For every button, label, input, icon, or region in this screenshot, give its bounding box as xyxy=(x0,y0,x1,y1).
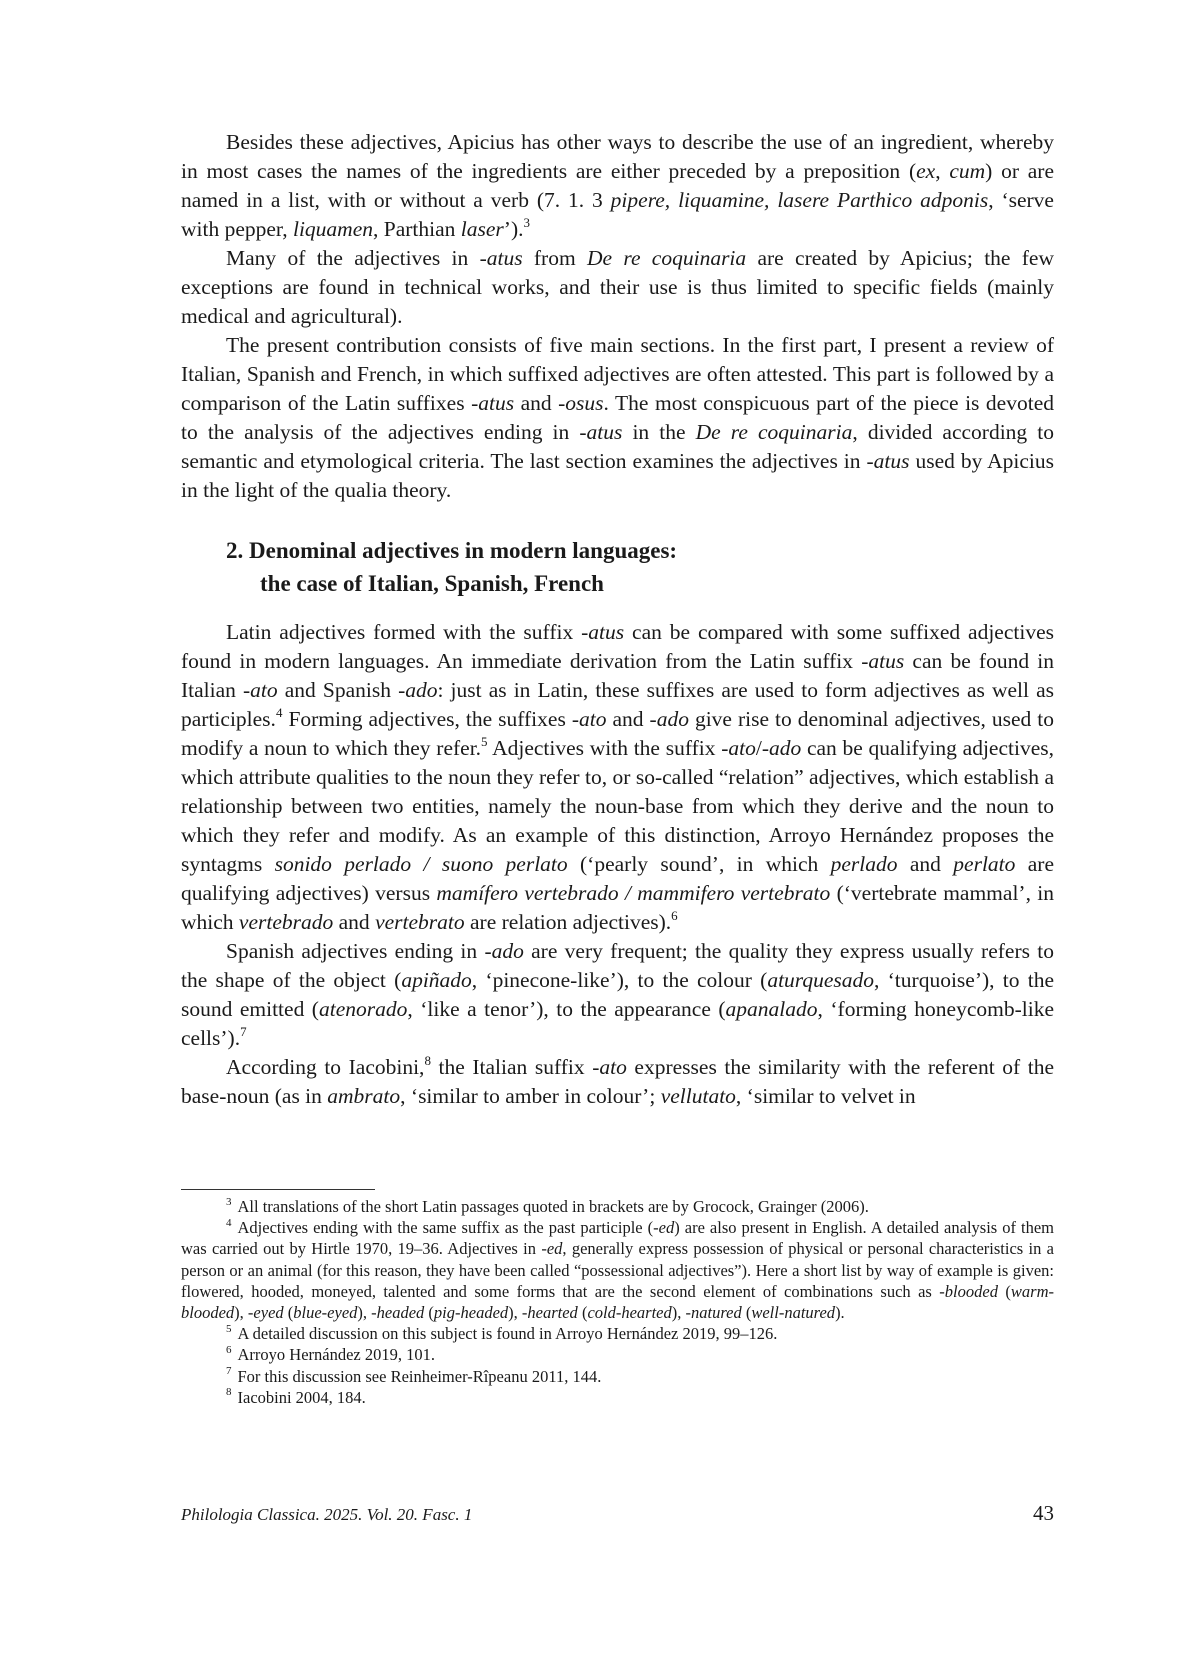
text-run: . The most conspicuous part of the piece is devoted to the analysis of the adjectives ending in xyxy=(181,391,1054,444)
italic-run: -atus xyxy=(579,420,623,444)
italic-run: -ed xyxy=(653,1218,675,1238)
italic-run: aturquesado xyxy=(767,968,875,992)
text-run: ( xyxy=(741,1303,752,1323)
paragraph-2 xyxy=(181,244,1054,331)
paragraph-4 xyxy=(181,618,1054,937)
text-run: and xyxy=(606,707,650,731)
italic-run: vertebrado xyxy=(238,910,334,934)
note-marker: 8 xyxy=(424,1052,431,1068)
footnote-rule xyxy=(181,1189,375,1190)
italic-run: -ato xyxy=(571,707,607,731)
italic-run: -ato xyxy=(243,678,278,702)
text-run: Many of the adjectives in xyxy=(226,246,480,270)
text-run: ( xyxy=(997,1281,1011,1301)
italic-run: pig-headed xyxy=(433,1303,509,1323)
note-marker: 8 xyxy=(226,1386,232,1399)
italic-run: -atus xyxy=(866,449,910,473)
italic-run: perlato xyxy=(953,852,1016,876)
text-run: , ‘similar to velvet in xyxy=(735,1084,916,1108)
text-run: in the xyxy=(622,420,696,444)
paragraph-6 xyxy=(181,1053,1054,1111)
text-run: Adjectives with the suffix xyxy=(487,736,722,760)
italic-run: -atus xyxy=(581,620,625,644)
italic-run: -headed xyxy=(371,1303,425,1323)
italic-run: -natured xyxy=(685,1303,742,1323)
text-run: are very frequent; the quality they express usually refers to the shape of the object ( xyxy=(181,939,1054,992)
text-run: : just as in Latin, these suffixes are used to form adjectives as well as participles. xyxy=(181,678,1054,731)
text-run: ), xyxy=(234,1303,248,1323)
text-run: , Parthian xyxy=(373,217,461,241)
italic-run: -ed xyxy=(541,1239,563,1259)
text-run: For this discussion see Reinheimer-Rîpeanu 2011, 144. xyxy=(237,1366,602,1386)
footnote-4 xyxy=(181,1217,1054,1323)
text-run: ), xyxy=(357,1303,372,1323)
text-run: (‘vertebrate mammal’, in which xyxy=(181,881,1054,934)
italic-run: perlado xyxy=(830,852,898,876)
text-run: A detailed discussion on this subject is found in Arroyo Hernández 2019, 99–126. xyxy=(237,1324,778,1344)
section-heading-line-2: the case of Italian, Spanish, French xyxy=(260,571,604,596)
text-run: expresses the similarity with the referent of the base-noun (as in xyxy=(181,1055,1055,1108)
italic-run: vertebrato xyxy=(375,910,465,934)
text-run: can be compared with some suffixed adjectives found in modern languages. An immediate derivation from the Latin suffix xyxy=(181,620,1054,673)
text-run: ). xyxy=(835,1303,845,1323)
italic-run: -atus xyxy=(861,649,905,673)
paragraph-1 xyxy=(181,128,1054,244)
text-run: , ‘forming honeycomb-like cells’). xyxy=(181,997,1054,1050)
italic-run: -ato xyxy=(721,736,756,760)
text-run: and Spanish xyxy=(277,678,399,702)
italic-run: -osus xyxy=(558,391,604,415)
text-run: ( xyxy=(424,1303,434,1323)
text-run: the Italian suffix xyxy=(430,1055,593,1079)
footnote-8 xyxy=(181,1387,1054,1408)
text-run: , generally express possession of physical or personal characteristics in a person or an animal (for this reason, they have been called “possessional adjectives”). Here a short list by way of example is given: flowered, hooded, moneyed, talented and some forms that are the second element of combinations such as xyxy=(181,1239,1054,1301)
note-marker: 5 xyxy=(481,733,488,749)
italic-run: atenorado xyxy=(318,997,408,1021)
italic-run: vellutato xyxy=(660,1084,736,1108)
note-marker: 6 xyxy=(226,1343,232,1356)
italic-run: ex xyxy=(916,159,936,183)
italic-run: cold-hearted xyxy=(587,1303,672,1323)
text-run: , ‘turquoise’), to the sound emitted ( xyxy=(181,968,1054,1021)
italic-run: -ado xyxy=(398,678,438,702)
text-run: Iacobini 2004, 184. xyxy=(237,1387,366,1407)
text-run: are qualifying adjectives) versus xyxy=(181,852,1054,905)
text-run: Spanish adjectives ending in xyxy=(226,939,485,963)
italic-run: -ato xyxy=(592,1055,627,1079)
italic-run: De re coquinaria xyxy=(695,420,853,444)
text-run: used by Apicius in the light of the qualia theory. xyxy=(181,449,1054,502)
text-run: and xyxy=(333,910,376,934)
note-marker: 4 xyxy=(226,1216,232,1229)
text-run: , xyxy=(935,159,950,183)
footnote-6 xyxy=(181,1344,1054,1365)
text-run: and xyxy=(897,852,954,876)
journal-citation: Philologia Classica. 2025. Vol. 20. Fasc. 1 xyxy=(181,1505,473,1524)
text-run: According to Iacobini, xyxy=(226,1055,425,1079)
text-run: Forming adjectives, the suffixes xyxy=(282,707,572,731)
italic-run: -atus xyxy=(471,391,515,415)
italic-run: De re coquinaria xyxy=(587,246,747,270)
italic-run: apiñado xyxy=(401,968,472,992)
text-run: All translations of the short Latin passages quoted in brackets are by Grocock, Grainger (2006). xyxy=(237,1197,869,1216)
paragraph-3 xyxy=(181,331,1054,505)
italic-run: laser xyxy=(460,217,504,241)
italic-run: blue-eyed xyxy=(293,1303,358,1323)
note-marker: 7 xyxy=(226,1365,232,1378)
note-marker: 5 xyxy=(226,1322,232,1335)
italic-run: well-natured xyxy=(751,1303,836,1323)
main-text xyxy=(181,128,1054,1111)
section-heading-line-1: 2. Denominal adjectives in modern languages: xyxy=(226,538,678,563)
page-footer xyxy=(181,1501,1054,1531)
text-run: , ‘serve with pepper, xyxy=(181,188,1054,241)
italic-run: apanalado xyxy=(725,997,818,1021)
text-run: Arroyo Hernández 2019, 101. xyxy=(237,1345,435,1365)
text-run: can be found in Italian xyxy=(181,649,1054,702)
text-run: Latin adjectives formed with the suffix xyxy=(226,620,582,644)
section-heading xyxy=(181,534,1054,600)
text-run: Adjectives ending with the same suffix as the past participle ( xyxy=(237,1218,654,1238)
note-marker: 3 xyxy=(523,214,530,230)
note-marker: 6 xyxy=(671,907,678,923)
italic-run: -atus xyxy=(479,246,523,270)
italic-run: ambrato xyxy=(327,1084,401,1108)
text-run: ) or are named in a list, with or without a verb (7. 1. 3 xyxy=(181,159,1054,212)
text-run: can be qualifying adjectives, which attribute qualities to the noun they refer to, or so-called “relation” adjectives, which establish a relationship between two entities, namely the noun-base from which they derive and the noun to which they refer and modify. As an example of this distinction, Arroyo Hernández proposes the syntagms xyxy=(181,736,1054,876)
italic-run: mamífero vertebrado / mammifero vertebrato xyxy=(436,881,831,905)
italic-run: cum xyxy=(949,159,986,183)
italic-run: -eyed xyxy=(247,1303,284,1323)
text-run: (‘pearly sound’, in which xyxy=(567,852,831,876)
italic-run: warm-blooded xyxy=(181,1281,1054,1323)
text-run: , divided according to semantic and etymological criteria. The last section examines the adjectives in xyxy=(181,420,1054,473)
note-marker: 3 xyxy=(226,1195,232,1208)
text-run: from xyxy=(522,246,587,270)
text-run: are created by Apicius; the few exceptions are found in technical works, and their use is thus limited to specific fields (mainly medical and agricultural). xyxy=(181,246,1054,328)
paragraph-5 xyxy=(181,937,1054,1053)
text-run: and xyxy=(514,391,559,415)
italic-run: pipere, liquamine, lasere Parthico adponis xyxy=(610,188,989,212)
footnote-5 xyxy=(181,1323,1054,1344)
text-run: ), xyxy=(671,1303,686,1323)
note-marker: 7 xyxy=(240,1023,247,1039)
page-number: 43 xyxy=(1033,1501,1054,1525)
text-run: give rise to denominal adjectives, used to modify a noun to which they refer. xyxy=(181,707,1055,760)
italic-run: sonido perlado / suono perlato xyxy=(274,852,568,876)
italic-run: -ado xyxy=(649,707,689,731)
text-run: The present contribution consists of five main sections. In the first part, I present a review of Italian, Spanish and French, in which suffixed adjectives are often attested. This part is followed by a comparison of the Latin suffixes xyxy=(181,333,1054,415)
text-run: , ‘similar to amber in colour’; xyxy=(400,1084,661,1108)
italic-run: -hearted xyxy=(521,1303,578,1323)
footnote-3 xyxy=(181,1196,1054,1217)
text-run: ), xyxy=(508,1303,522,1323)
note-marker: 4 xyxy=(275,704,283,720)
italic-run: -blooded xyxy=(939,1281,998,1301)
text-run: / xyxy=(755,736,762,760)
italic-run: -ado xyxy=(761,736,802,760)
text-run: ’). xyxy=(503,217,524,241)
footnote-7 xyxy=(181,1366,1054,1387)
footnotes xyxy=(181,1196,1054,1408)
italic-run: liquamen xyxy=(292,217,374,241)
italic-run: -ado xyxy=(484,939,524,963)
text-run: ( xyxy=(283,1303,294,1323)
text-run: Besides these adjectives, Apicius has other ways to describe the use of an ingredient, whereby in most cases the names of the ingredients are either preceded by a preposition ( xyxy=(181,130,1054,183)
text-run: , ‘like a tenor’), to the appearance ( xyxy=(407,997,726,1021)
text-run: ) are also present in English. A detailed analysis of them was carried out by Hirtle 1970, 19–36. Adjectives in xyxy=(181,1218,1054,1259)
text-run: are relation adjectives). xyxy=(464,910,672,934)
text-run: ( xyxy=(577,1303,588,1323)
text-run: , ‘pinecone-like’), to the colour ( xyxy=(471,968,768,992)
